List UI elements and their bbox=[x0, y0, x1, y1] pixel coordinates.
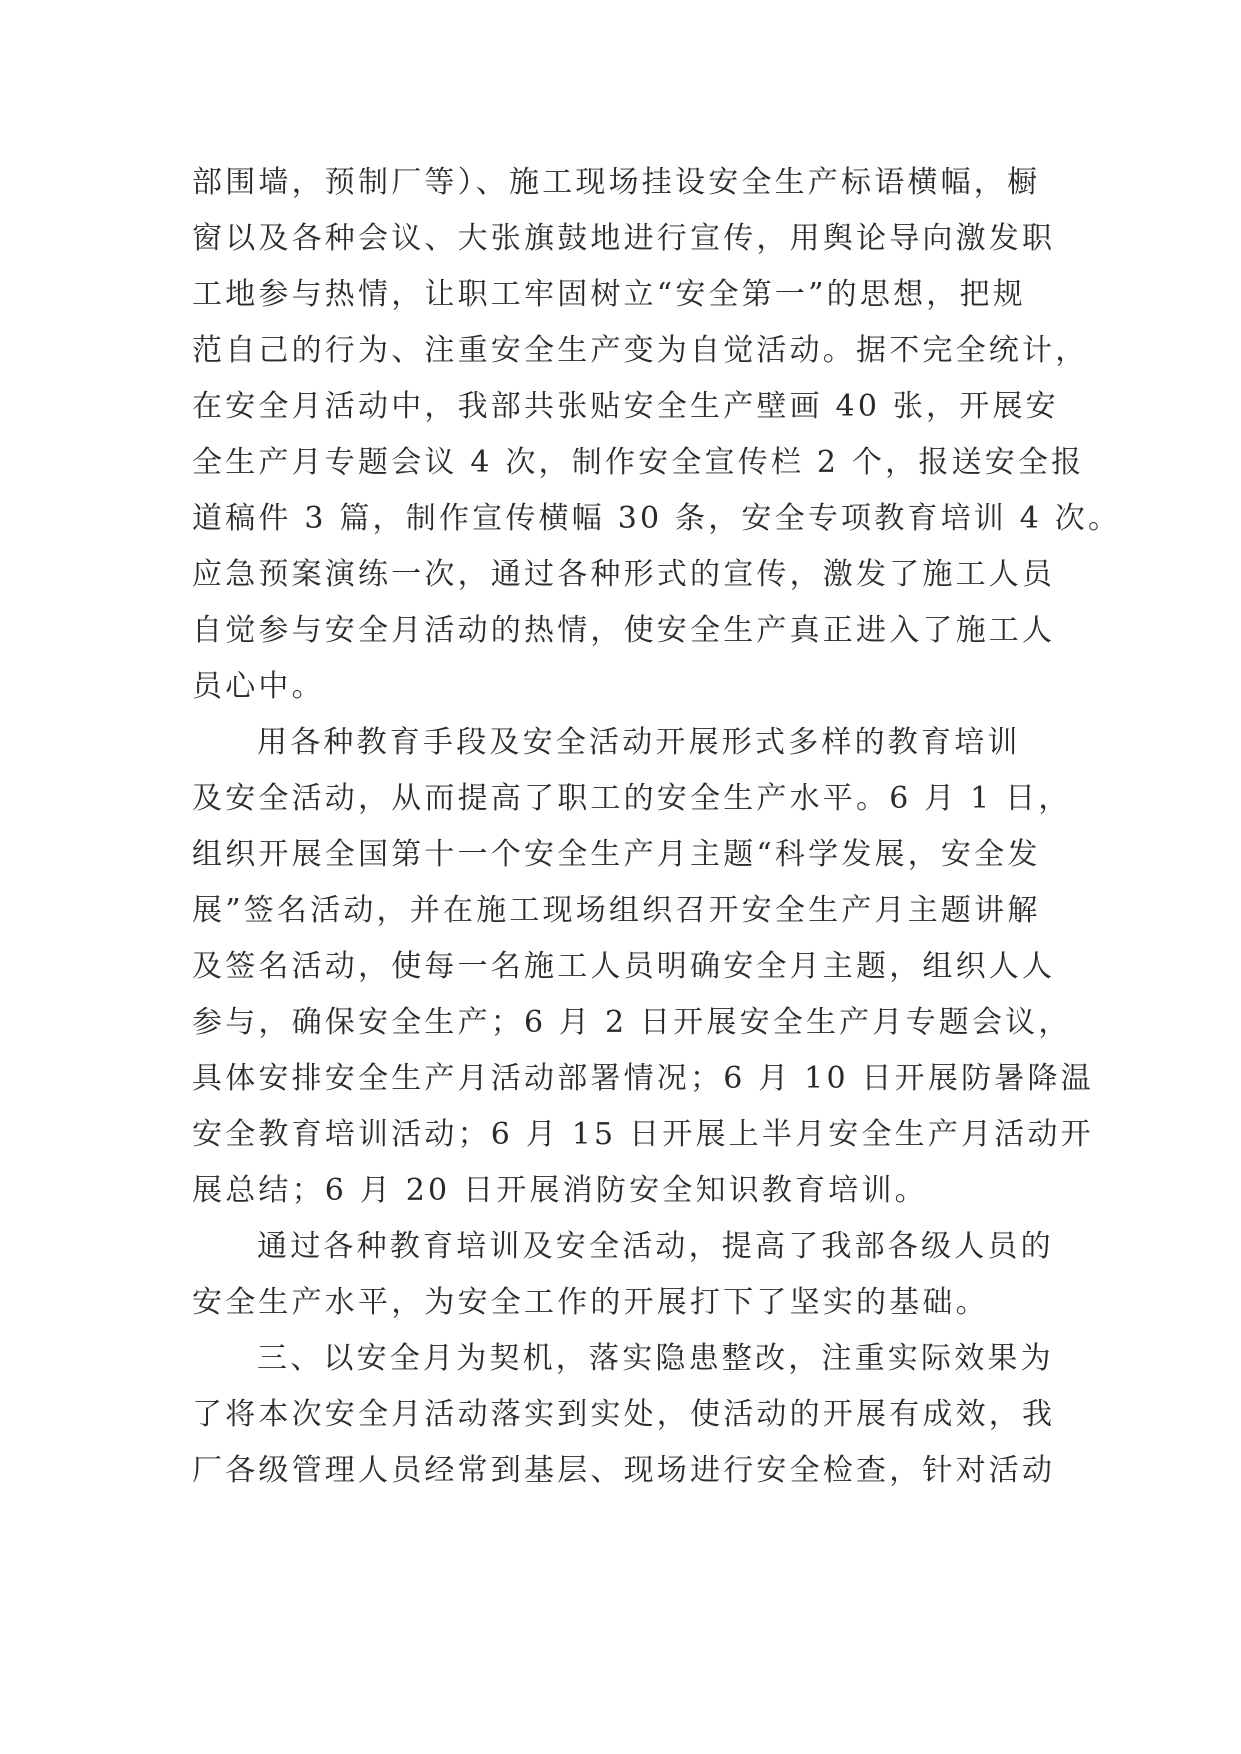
paragraph bbox=[192, 715, 1094, 1219]
text-line: 窗以及各种会议、大张旗鼓地进行宣传，用舆论导向激发职 bbox=[192, 221, 1056, 256]
text-line: 安全教育培训活动；6 月 15 日开展上半月安全生产月活动开 bbox=[192, 1117, 1094, 1152]
text-line: 展总结；6 月 20 日开展消防安全知识教育培训。 bbox=[192, 1173, 928, 1208]
text-line: 通过各种教育培训及安全活动，提高了我部各级人员的 bbox=[257, 1229, 1054, 1264]
text-line: 全生产月专题会议 4 次，制作安全宣传栏 2 个，报送安全报 bbox=[192, 445, 1085, 480]
text-line: 在安全月活动中，我部共张贴安全生产壁画 40 张，开展安 bbox=[192, 389, 1059, 424]
document-body bbox=[192, 155, 1122, 1499]
text-line: 及签名活动，使每一名施工人员明确安全月主题，组织人人 bbox=[192, 949, 1056, 984]
text-line: 参与，确保安全生产；6 月 2 日开展安全生产月专题会议， bbox=[192, 1005, 1072, 1040]
text-line: 厂各级管理人员经常到基层、现场进行安全检查，针对活动 bbox=[192, 1453, 1056, 1488]
text-line: 及安全活动，从而提高了职工的安全生产水平。6 月 1 日， bbox=[192, 781, 1072, 816]
paragraph bbox=[192, 1219, 1052, 1331]
text-line: 范自己的行为、注重安全生产变为自觉活动。据不完全统计， bbox=[192, 333, 1089, 368]
text-line: 具体安排安全生产月活动部署情况；6 月 10 日开展防暑降温 bbox=[192, 1061, 1094, 1096]
text-line: 了将本次安全月活动落实到实处，使活动的开展有成效，我 bbox=[192, 1397, 1056, 1432]
text-line: 展”签名活动，并在施工现场组织召开安全生产月主题讲解 bbox=[192, 893, 1041, 928]
text-line: 工地参与热情，让职工牢固树立“安全第一”的思想，把规 bbox=[192, 277, 1026, 312]
text-line: 安全生产水平，为安全工作的开展打下了坚实的基础。 bbox=[192, 1285, 989, 1320]
text-line: 道稿件 3 篇，制作宣传横幅 30 条，安全专项教育培训 4 次。 bbox=[192, 501, 1122, 536]
text-line: 用各种教育手段及安全活动开展形式多样的教育培训 bbox=[257, 725, 1021, 760]
text-line: 员心中。 bbox=[192, 669, 325, 704]
text-line: 组织开展全国第十一个安全生产月主题“科学发展，安全发 bbox=[192, 837, 1041, 872]
text-line: 自觉参与安全月活动的热情，使安全生产真正进入了施工人 bbox=[192, 613, 1056, 648]
text-line: 三、以安全月为契机，落实隐患整改，注重实际效果为 bbox=[257, 1341, 1054, 1376]
paragraph bbox=[192, 1331, 1056, 1499]
paragraph bbox=[192, 155, 1122, 715]
text-line: 部围墙，预制厂等）、施工现场挂设安全生产标语横幅，橱 bbox=[192, 165, 1041, 200]
text-line: 应急预案演练一次，通过各种形式的宣传，激发了施工人员 bbox=[192, 557, 1056, 592]
